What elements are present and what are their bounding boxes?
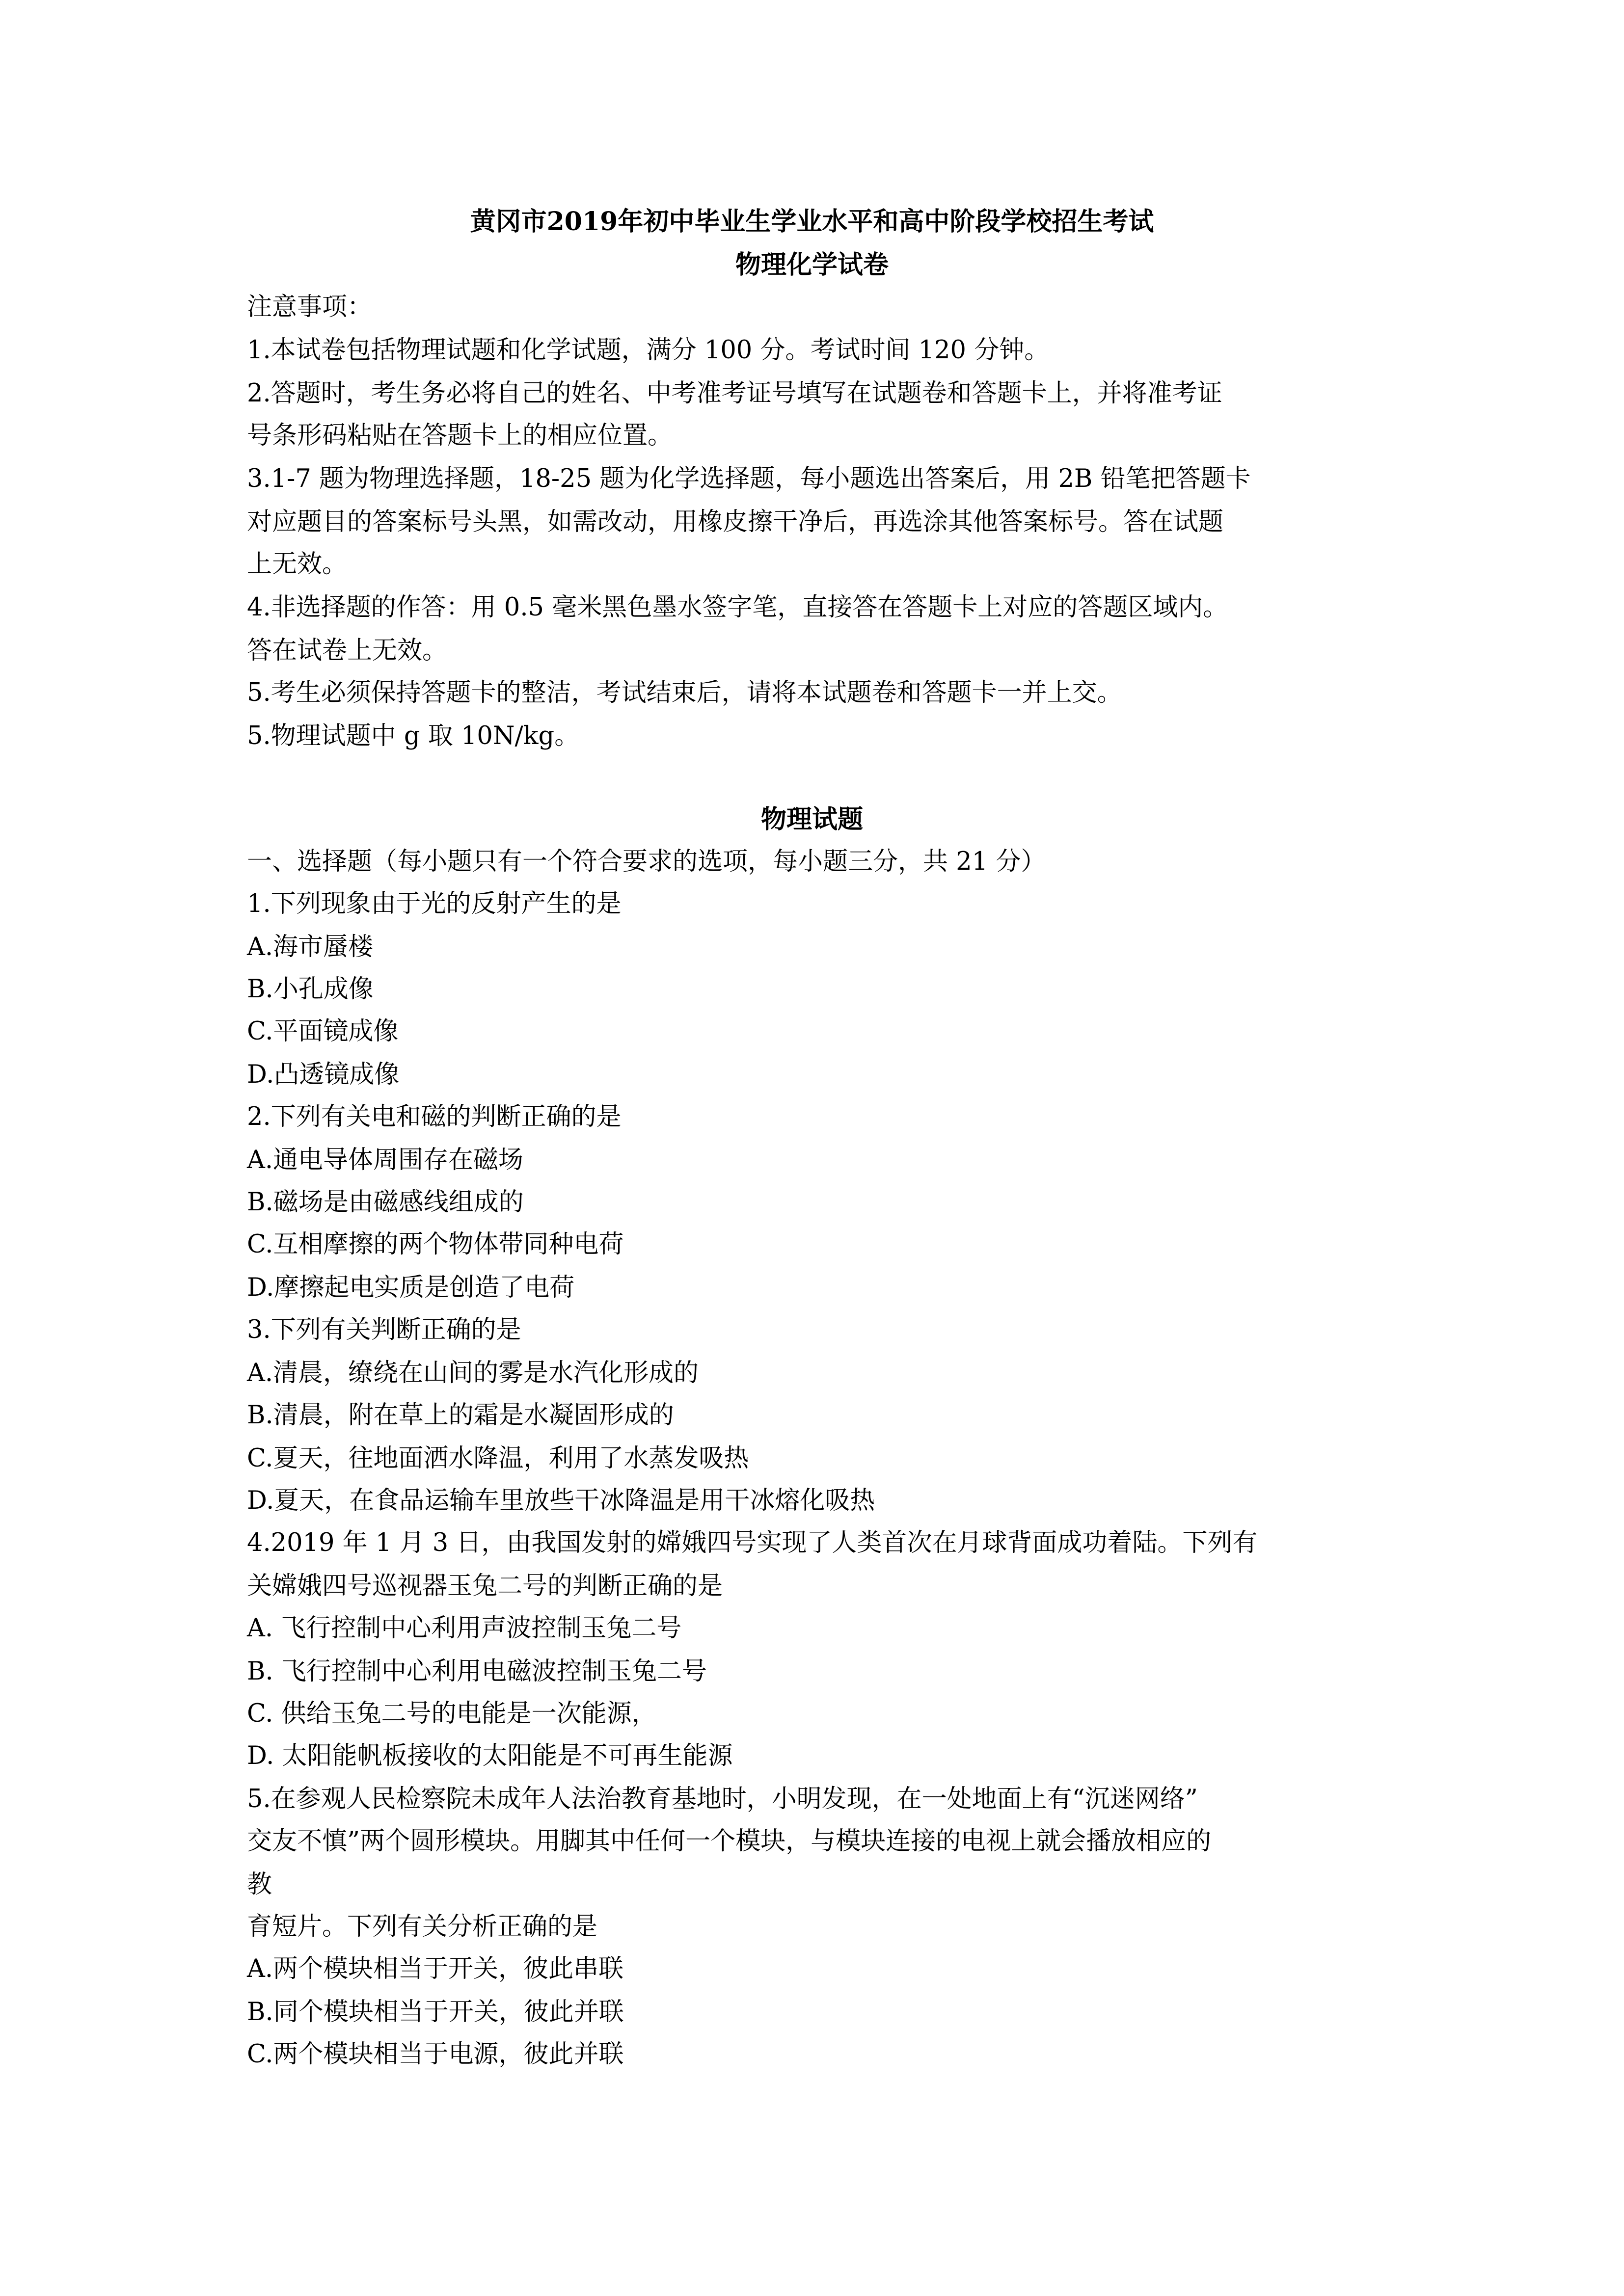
question-line: B.磁场是由磁感线组成的 [247,1188,524,1217]
note-line: 5.物理试题中 g 取 10N/kg。 [247,721,580,750]
question-line: C.互相摩擦的两个物体带同种电荷 [247,1230,624,1259]
question-line: D.夏天，在食品运输车里放些干冰降温是用干冰熔化吸热 [247,1486,875,1515]
question-line: D. 太阳能帆板接收的太阳能是不可再生能源 [247,1741,733,1770]
note-line: 答在试卷上无效。 [247,636,448,665]
question-line: C.两个模块相当于电源，彼此并联 [247,2040,624,2069]
question-line: D.摩擦起电实质是创造了电荷 [247,1273,575,1302]
notes-heading: 注意事项： [247,293,373,321]
question-line: A.海市蜃楼 [247,933,374,961]
question-line: A.通电导体周围存在磁场 [247,1146,524,1175]
note-line: 2.答题时，考生务必将自己的姓名、中考准考证号填写在试题卷和答题卡上，并将准考证 [247,379,1222,408]
question-line: D.凸透镜成像 [247,1060,400,1089]
question-line: B. 飞行控制中心利用电磁波控制玉兔二号 [247,1657,707,1686]
question-line: A.两个模块相当于开关，彼此串联 [247,1954,624,1983]
question-line: 4.2019 年 1 月 3 日，由我国发射的嫦娥四号实现了人类首次在月球背面成功着陆。下列有 [247,1528,1258,1557]
question-line: C.平面镜成像 [247,1017,399,1046]
note-line: 3.1-7 题为物理选择题，18-25 题为化学选择题，每小题选出答案后，用 2B 铅笔把答题卡 [247,464,1251,493]
question-line: C.夏天，往地面洒水降温，利用了水蒸发吸热 [247,1444,749,1473]
section-heading: 一、选择题（每小题只有一个符合要求的选项，每小题三分，共 21 分） [247,847,1046,876]
question-line: A.清晨，缭绕在山间的雾是水汽化形成的 [247,1359,699,1388]
question-line: A. 飞行控制中心利用声波控制玉兔二号 [247,1614,682,1643]
note-line: 号条形码粘贴在答题卡上的相应位置。 [247,421,673,450]
question-line: C. 供给玉兔二号的电能是一次能源， [247,1699,657,1728]
question-line: 5.在参观人民检察院未成年人法治教育基地时，小明发现，在一处地面上有“沉迷网络” [247,1785,1198,1814]
note-line: 1.本试卷包括物理试题和化学试题，满分 100 分。考试时间 120 分钟。 [247,336,1050,365]
note-line: 5.考生必须保持答题卡的整洁，考试结束后，请将本试题卷和答题卡一并上交。 [247,678,1122,707]
question-line: 交友不慎”两个圆形模块。用脚其中任何一个模块，与模块连接的电视上就会播放相应的 [247,1827,1212,1856]
question-line: 1.下列现象由于光的反射产生的是 [247,889,622,918]
note-line: 对应题目的答案标号头黑，如需改动，用橡皮擦干净后，再选涂其他答案标号。答在试题 [247,507,1224,536]
question-line: B.同个模块相当于开关，彼此并联 [247,1998,624,2027]
exam-subtitle: 物理化学试卷 [735,250,889,280]
physics-heading: 物理试题 [760,804,863,834]
question-line: 关嫦娥四号巡视器玉兔二号的判断正确的是 [247,1572,723,1601]
question-line: B.小孔成像 [247,975,374,1004]
question-line: 育短片。下列有关分析正确的是 [247,1912,598,1941]
question-line: B.清晨，附在草上的霜是水凝固形成的 [247,1401,674,1430]
exam-title: 黄冈市2019年初中毕业生学业水平和高中阶段学校招生考试 [470,207,1154,237]
note-line: 上无效。 [247,550,348,579]
question-line: 2.下列有关电和磁的判断正确的是 [247,1102,622,1131]
note-line: 4.非选择题的作答：用 0.5 毫米黑色墨水签字笔，直接答在答题卡上对应的答题区域内。 [247,593,1228,622]
question-line: 教 [247,1870,272,1899]
question-line: 3.下列有关判断正确的是 [247,1315,521,1344]
